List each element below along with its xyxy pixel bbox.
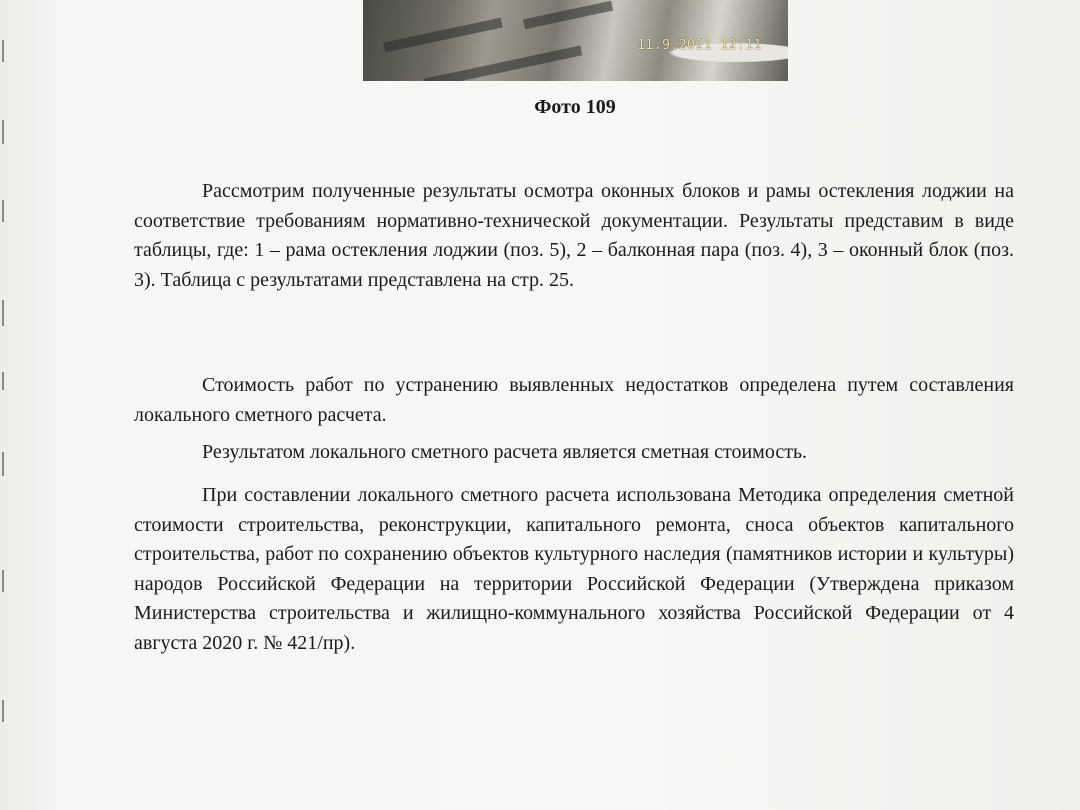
photo-image [363,0,788,81]
paragraph-estimate-result: Результатом локального сметного расчета является сметная стоимость. [202,441,808,463]
paragraph-cost-of-works: Стоимость работ по устранению выявленных недостатков определена путем составления локального сметного расчета. [134,374,1014,426]
binding-marks [2,0,6,810]
photo-timestamp: 11.9.2021 12:11 [637,38,762,53]
paragraph-methodology: При составлении локального сметного расчета использована Методика определения сметной стоимости строительства, реконструкции, капитального ремонта, сноса объектов капитального строительства, работ по сохранению объектов культурного наследия (памятников истории и культуры) народов Российской Федерации на территории Российской Федерации (Утверждена приказом Министерства строительства и жилищно-коммунального хозяйства Российской Федерации от 4 августа 2020 г. № 421/пр). [134,484,1014,654]
photo-caption: Фото 109 [534,96,616,118]
paragraph-inspection-results: Рассмотрим полученные результаты осмотра оконных блоков и рамы остекления лоджии на соответствие требованиям нормативно-технической документации. Результаты представим в виде таблицы, где: 1 – рама остекления лоджии (поз. 5), 2 – балконная пара (поз. 4), 3 – оконный блок (поз. 3). Таблица с результатами представлена на стр. 25. [134,180,1014,291]
